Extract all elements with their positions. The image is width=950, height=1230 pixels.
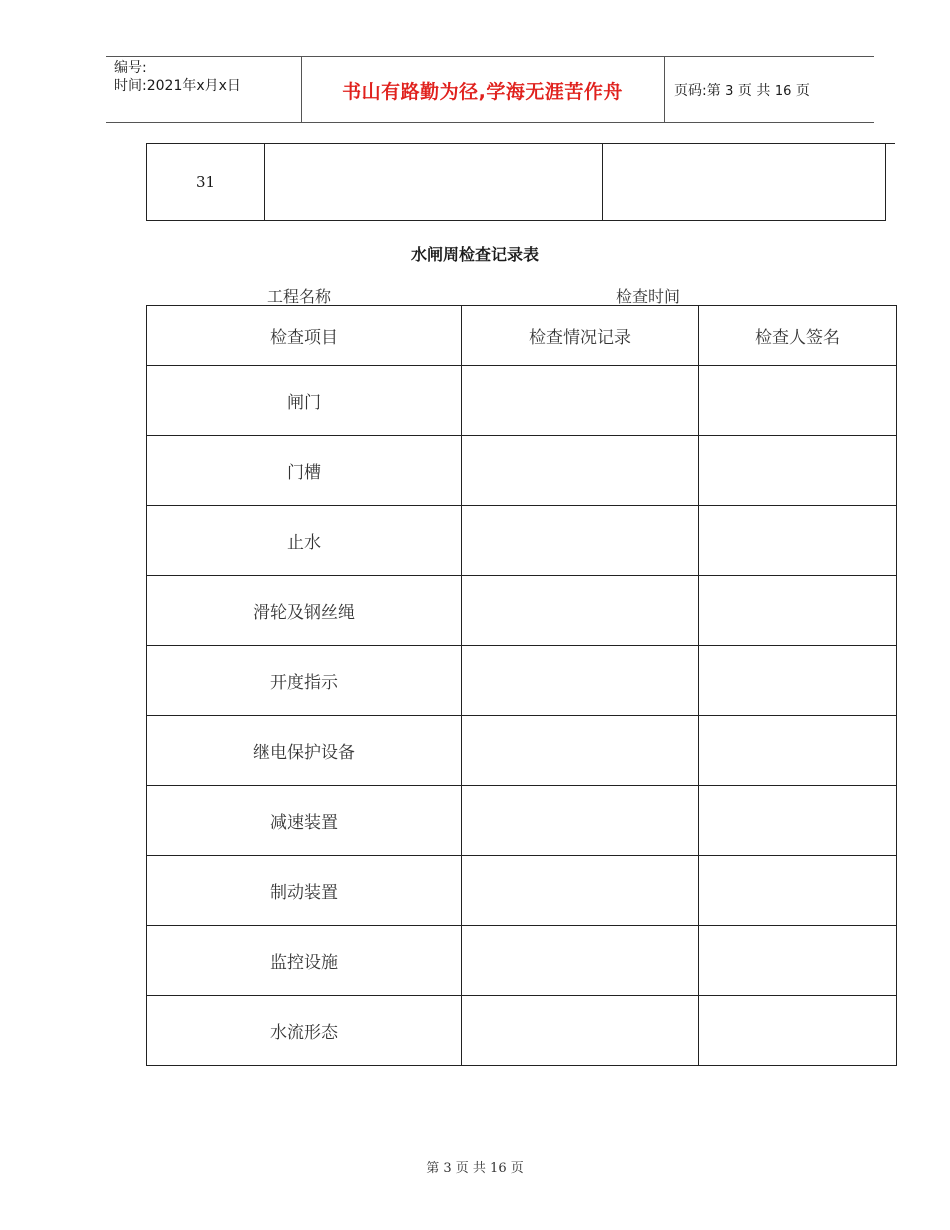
page-total: 16 xyxy=(774,84,792,99)
inspection-item: 监控设施 xyxy=(147,926,462,996)
inspection-item: 减速装置 xyxy=(147,786,462,856)
record-cell[interactable] xyxy=(462,506,699,576)
table-row xyxy=(147,786,897,856)
table-row xyxy=(147,436,897,506)
page-current: 3 xyxy=(725,84,734,99)
table-row xyxy=(147,366,897,436)
table-row xyxy=(147,646,897,716)
table-header-row xyxy=(147,306,897,366)
table-edge-mark xyxy=(885,143,895,144)
table-row xyxy=(147,856,897,926)
signature-cell[interactable] xyxy=(699,856,897,926)
page-mid: 页 共 xyxy=(737,83,771,99)
page-suffix: 页 xyxy=(795,83,810,99)
record-cell[interactable] xyxy=(462,996,699,1066)
inspection-table xyxy=(146,305,897,1066)
table-row xyxy=(147,506,897,576)
column-header-item: 检查项目 xyxy=(147,306,462,366)
column-header-record: 检查情况记录 xyxy=(462,306,699,366)
header-meta xyxy=(114,59,241,95)
table-row xyxy=(147,716,897,786)
table-row xyxy=(147,576,897,646)
signature-cell[interactable] xyxy=(699,436,897,506)
record-cell[interactable] xyxy=(462,366,699,436)
inspection-item: 止水 xyxy=(147,506,462,576)
inspection-item: 继电保护设备 xyxy=(147,716,462,786)
record-cell[interactable] xyxy=(462,926,699,996)
inspection-item: 门槽 xyxy=(147,436,462,506)
record-cell[interactable] xyxy=(462,716,699,786)
document-number-label: 编号: xyxy=(114,60,147,76)
table-cell[interactable] xyxy=(265,144,603,221)
signature-cell[interactable] xyxy=(699,576,897,646)
record-cell[interactable] xyxy=(462,856,699,926)
header-divider-right xyxy=(664,56,665,122)
table-row xyxy=(147,926,897,996)
header-motto: 书山有路勤为径,学海无涯苦作舟 xyxy=(342,81,623,103)
record-cell[interactable] xyxy=(462,646,699,716)
inspection-item: 开度指示 xyxy=(147,646,462,716)
inspection-item: 滑轮及钢丝绳 xyxy=(147,576,462,646)
inspection-time-label: 检查时间 xyxy=(616,287,681,306)
record-cell[interactable] xyxy=(462,576,699,646)
previous-table-fragment xyxy=(146,143,886,221)
inspection-item: 制动装置 xyxy=(147,856,462,926)
table-row xyxy=(147,144,886,221)
inspection-item: 水流形态 xyxy=(147,996,462,1066)
header-top-rule xyxy=(106,56,874,57)
record-cell[interactable] xyxy=(462,436,699,506)
signature-cell[interactable] xyxy=(699,646,897,716)
inspection-item: 闸门 xyxy=(147,366,462,436)
form-title: 水闸周检查记录表 xyxy=(410,245,539,264)
document-date: 时间:2021年x月x日 xyxy=(114,78,241,94)
header-bottom-rule xyxy=(106,122,874,123)
column-header-signature: 检查人签名 xyxy=(699,306,897,366)
signature-cell[interactable] xyxy=(699,786,897,856)
page-prefix: 页码:第 xyxy=(674,83,721,99)
project-name-label: 工程名称 xyxy=(267,287,332,306)
signature-cell[interactable] xyxy=(699,506,897,576)
signature-cell[interactable] xyxy=(699,996,897,1066)
signature-cell[interactable] xyxy=(699,926,897,996)
page-footer: 第 3 页 共 16 页 xyxy=(426,1161,524,1176)
table-row xyxy=(147,996,897,1066)
record-cell[interactable] xyxy=(462,786,699,856)
signature-cell[interactable] xyxy=(699,366,897,436)
table-cell: 31 xyxy=(147,144,265,221)
table-cell[interactable] xyxy=(603,144,886,221)
header-page-number xyxy=(674,80,810,100)
signature-cell[interactable] xyxy=(699,716,897,786)
